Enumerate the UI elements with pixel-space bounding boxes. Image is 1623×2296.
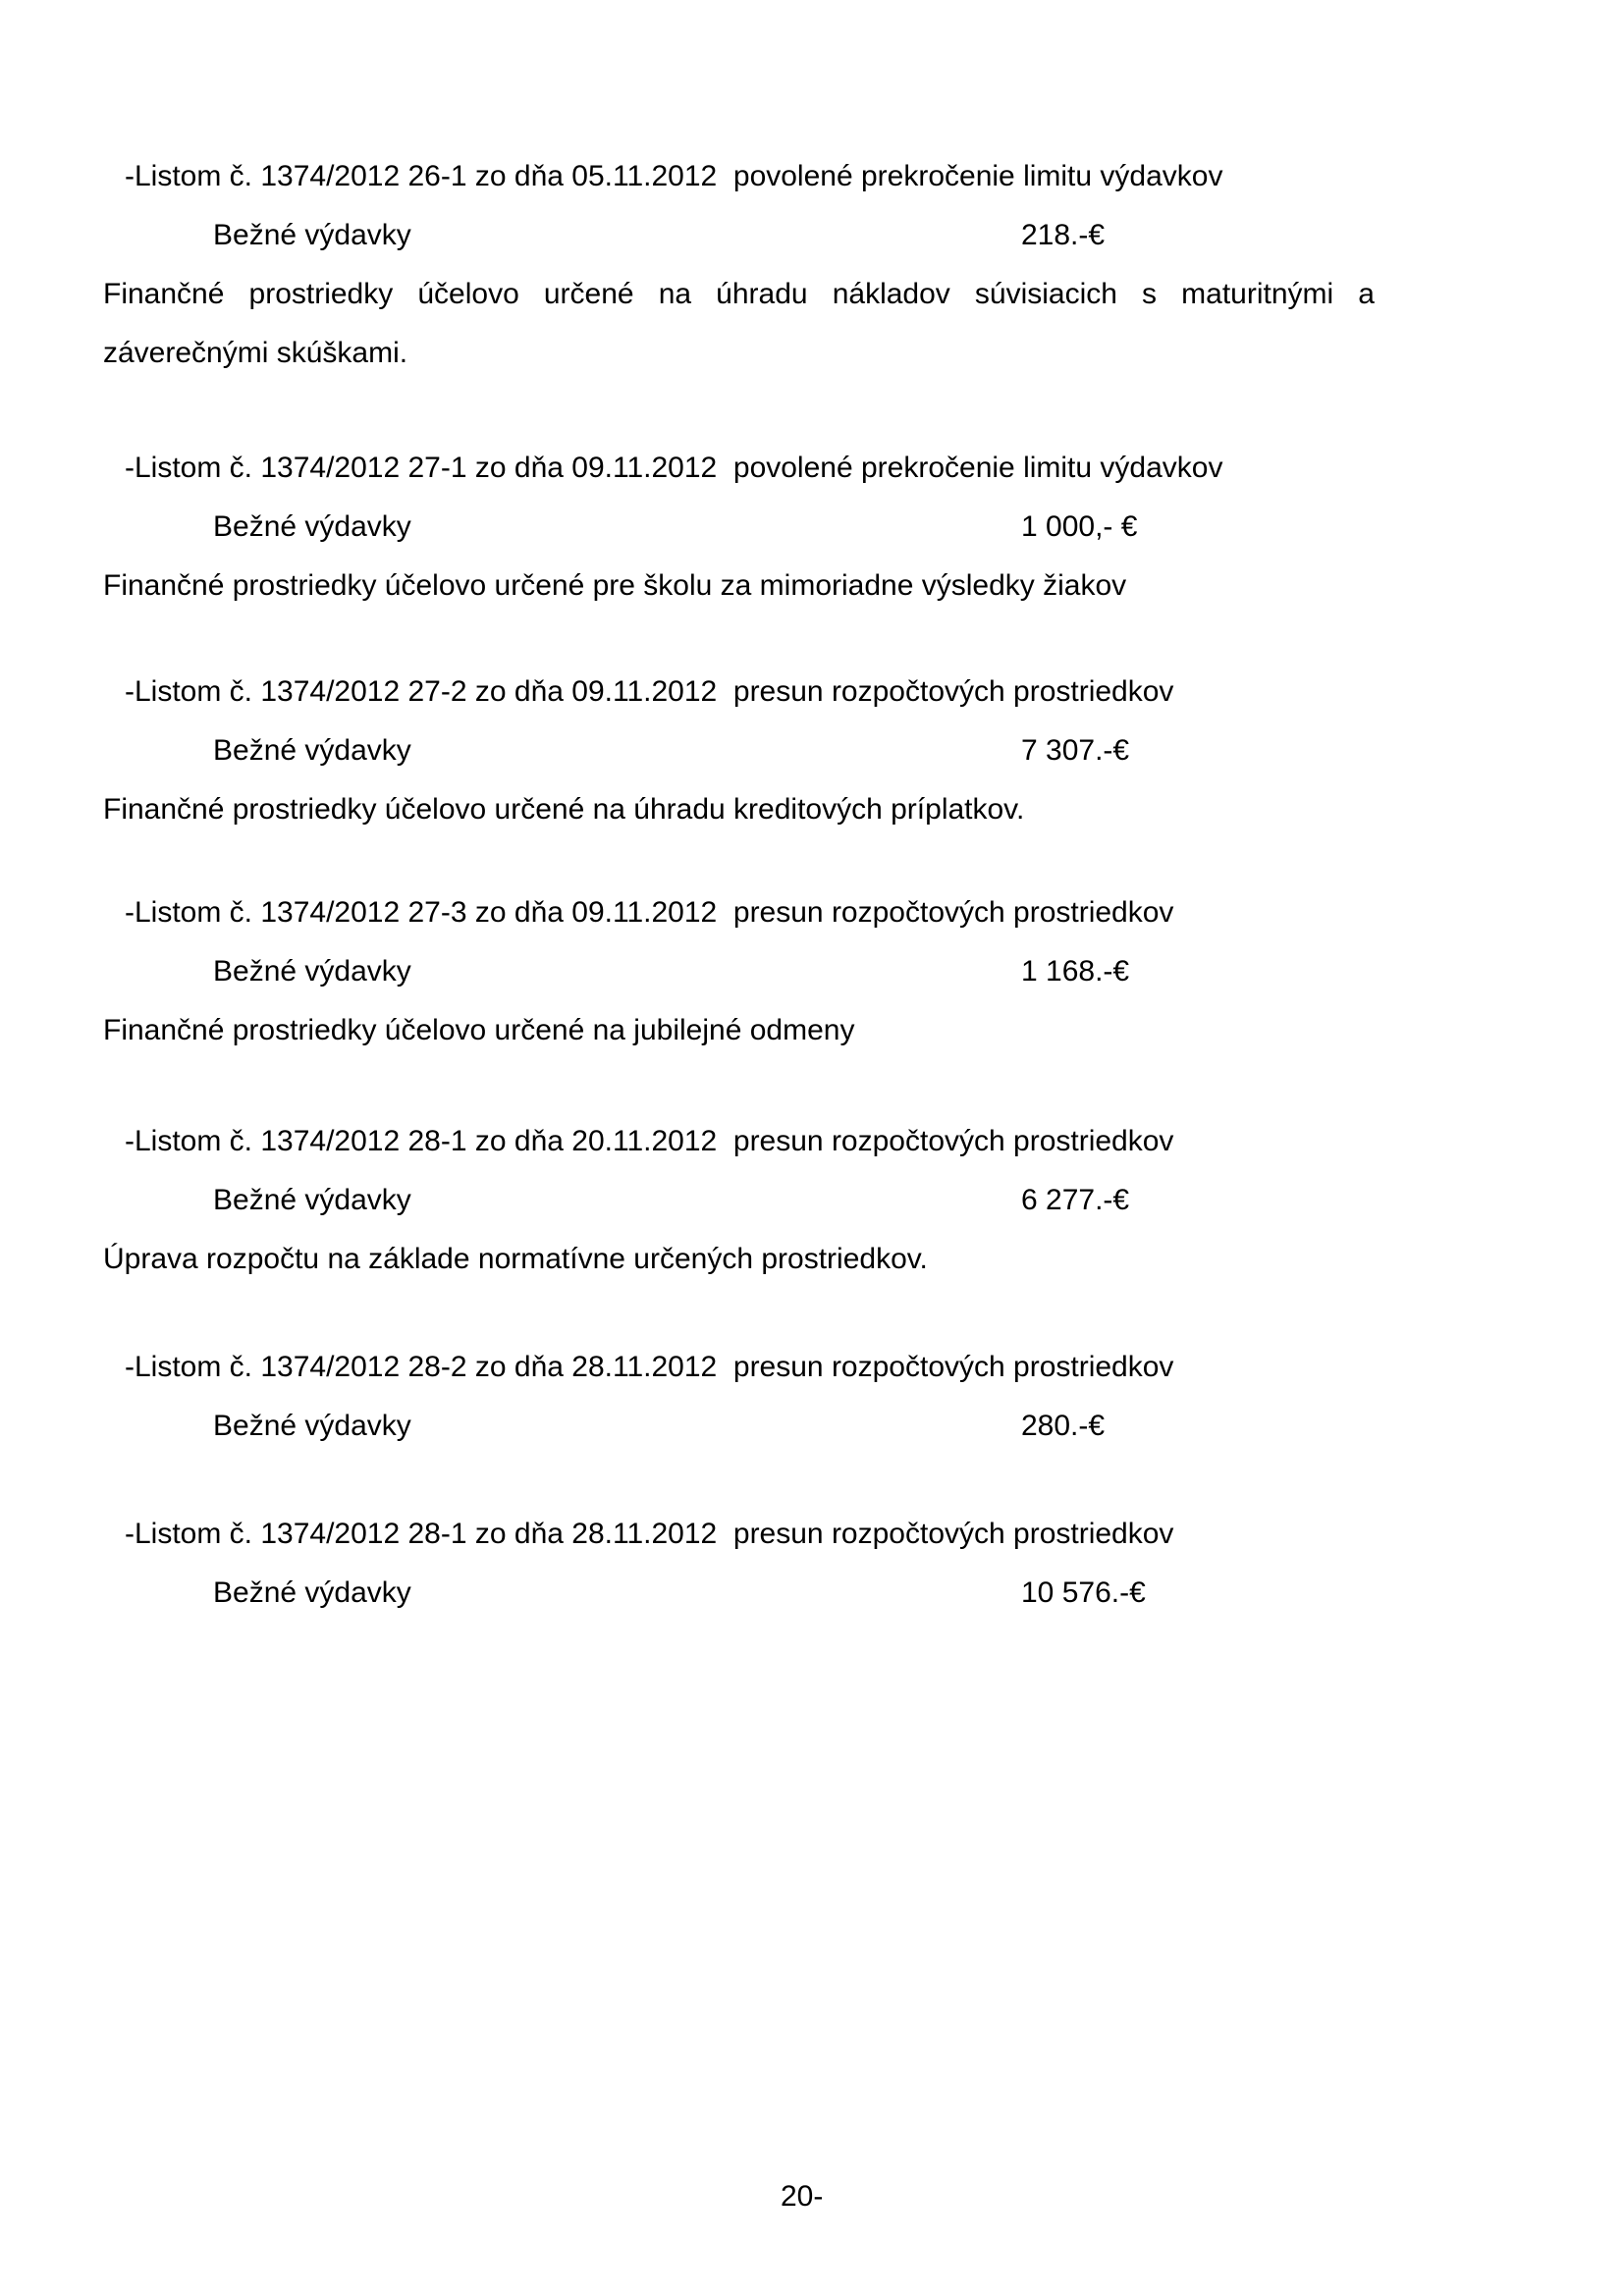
entry-description-line: Finančné prostriedky účelovo určené na úhradu nákladov súvisiacich s maturitnými a xyxy=(103,278,1375,310)
entry-description-line: Finančné prostriedky účelovo určené na úhradu kreditových príplatkov. xyxy=(103,793,1025,826)
entry-value-line xyxy=(103,1171,1375,1230)
expense-type-label: Bežné výdavky xyxy=(213,955,411,988)
entry-description-line: záverečnými skúškami. xyxy=(103,337,408,369)
entry-value-line xyxy=(103,1564,1375,1623)
expense-amount: 7 307.-€ xyxy=(1021,734,1130,767)
entry-description-line: Úprava rozpočtu na základe normatívne určených prostriedkov. xyxy=(103,1243,928,1275)
entry-title: -Listom č. 1374/2012 27-2 zo dňa 09.11.2012 presun rozpočtových prostriedkov xyxy=(125,675,1174,708)
entry-value-line xyxy=(103,1397,1375,1456)
expense-amount: 280.-€ xyxy=(1021,1410,1106,1442)
entry-value-line xyxy=(103,721,1375,780)
expense-amount: 10 576.-€ xyxy=(1021,1576,1146,1609)
entry-title: -Listom č. 1374/2012 26-1 zo dňa 05.11.2012 povolené prekročenie limitu výdavkov xyxy=(125,160,1223,192)
entry-title: -Listom č. 1374/2012 28-2 zo dňa 28.11.2012 presun rozpočtových prostriedkov xyxy=(125,1351,1174,1383)
expense-type-label: Bežné výdavky xyxy=(213,510,411,543)
budget-adjustment-entry xyxy=(103,147,1375,383)
entry-value-line xyxy=(103,206,1375,265)
entry-title: -Listom č. 1374/2012 28-1 zo dňa 20.11.2012 presun rozpočtových prostriedkov xyxy=(125,1125,1174,1157)
entry-value-line xyxy=(103,498,1375,557)
entry-title: -Listom č. 1374/2012 27-1 zo dňa 09.11.2012 povolené prekročenie limitu výdavkov xyxy=(125,452,1223,484)
expense-amount: 1 168.-€ xyxy=(1021,955,1130,988)
budget-adjustment-entry xyxy=(103,1338,1375,1456)
entry-value-line xyxy=(103,942,1375,1001)
expense-type-label: Bežné výdavky xyxy=(213,219,411,251)
entry-description-line: Finančné prostriedky účelovo určené na jubilejné odmeny xyxy=(103,1014,855,1046)
budget-adjustment-entry xyxy=(103,439,1375,615)
entry-description-line: Finančné prostriedky účelovo určené pre školu za mimoriadne výsledky žiakov xyxy=(103,569,1127,602)
expense-amount: 6 277.-€ xyxy=(1021,1184,1130,1216)
budget-adjustment-entry xyxy=(103,663,1375,839)
expense-type-label: Bežné výdavky xyxy=(213,1576,411,1609)
expense-type-label: Bežné výdavky xyxy=(213,734,411,767)
expense-type-label: Bežné výdavky xyxy=(213,1410,411,1442)
entry-title: -Listom č. 1374/2012 27-3 zo dňa 09.11.2012 presun rozpočtových prostriedkov xyxy=(125,896,1174,929)
budget-adjustment-entry xyxy=(103,1505,1375,1623)
expense-type-label: Bežné výdavky xyxy=(213,1184,411,1216)
budget-adjustment-entry xyxy=(103,883,1375,1060)
expense-amount: 1 000,- € xyxy=(1021,510,1138,543)
entry-title: -Listom č. 1374/2012 28-1 zo dňa 28.11.2012 presun rozpočtových prostriedkov xyxy=(125,1518,1174,1550)
budget-adjustment-entry xyxy=(103,1112,1375,1289)
page-number: 20- xyxy=(781,2180,824,2209)
expense-amount: 218.-€ xyxy=(1021,219,1106,251)
